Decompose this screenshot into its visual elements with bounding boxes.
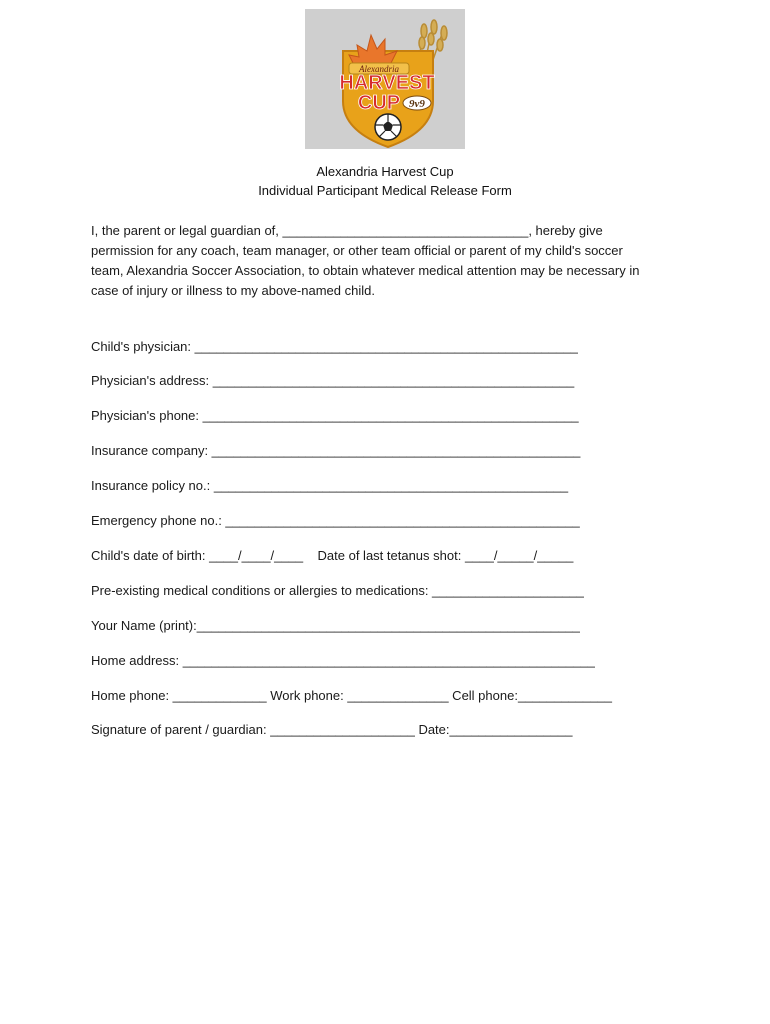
home-address-field[interactable]: Home address: _________________________________________________________ (91, 653, 595, 668)
medical-conditions-field[interactable]: Pre-existing medical conditions or allergies to medications: _____________________ (91, 583, 584, 598)
physician-field[interactable]: Child's physician: _____________________________________________________ (91, 339, 578, 354)
intro-paragraph (91, 221, 691, 301)
form-title-line1: Alexandria Harvest Cup (316, 164, 454, 179)
harvest-cup-logo-graphic (305, 9, 465, 149)
soccer-ball-icon (375, 114, 401, 140)
phone-numbers-field[interactable]: Home phone: _____________ Work phone: ______________ Cell phone:_____________ (91, 688, 612, 703)
intro-line-3: team, Alexandria Soccer Association, to obtain whatever medical attention may be necessary in (91, 263, 640, 278)
signature-date-field[interactable]: Signature of parent / guardian: ____________________ Date:_________________ (91, 722, 573, 737)
physician-phone-field[interactable]: Physician's phone: ____________________________________________________ (91, 408, 579, 423)
intro-line-2: permission for any coach, team manager, or other team official or parent of my child's soccer (91, 243, 623, 258)
svg-text:CUP: CUP (357, 92, 401, 114)
svg-text:HARVEST: HARVEST (339, 72, 435, 94)
your-name-field[interactable]: Your Name (print):_____________________________________________________ (91, 618, 580, 633)
harvest-cup-logo (305, 9, 465, 149)
physician-address-field[interactable]: Physician's address: __________________________________________________ (91, 373, 575, 388)
svg-text:Alexandria: Alexandria (359, 64, 399, 74)
intro-line-1: I, the parent or legal guardian of, __________________________________, hereby give (91, 223, 603, 238)
insurance-company-field[interactable]: Insurance company: ___________________________________________________ (91, 443, 581, 458)
emergency-phone-field[interactable]: Emergency phone no.: _________________________________________________ (91, 513, 580, 528)
dob-tetanus-field[interactable]: Child's date of birth: ____/____/____ Date of last tetanus shot: ____/_____/_____ (91, 548, 574, 563)
intro-line-4: case of injury or illness to my above-named child. (91, 283, 375, 298)
svg-text:9v9: 9v9 (409, 98, 425, 110)
form-title-line2: Individual Participant Medical Release Form (258, 183, 512, 198)
insurance-policy-field[interactable]: Insurance policy no.: _________________________________________________ (91, 478, 569, 493)
